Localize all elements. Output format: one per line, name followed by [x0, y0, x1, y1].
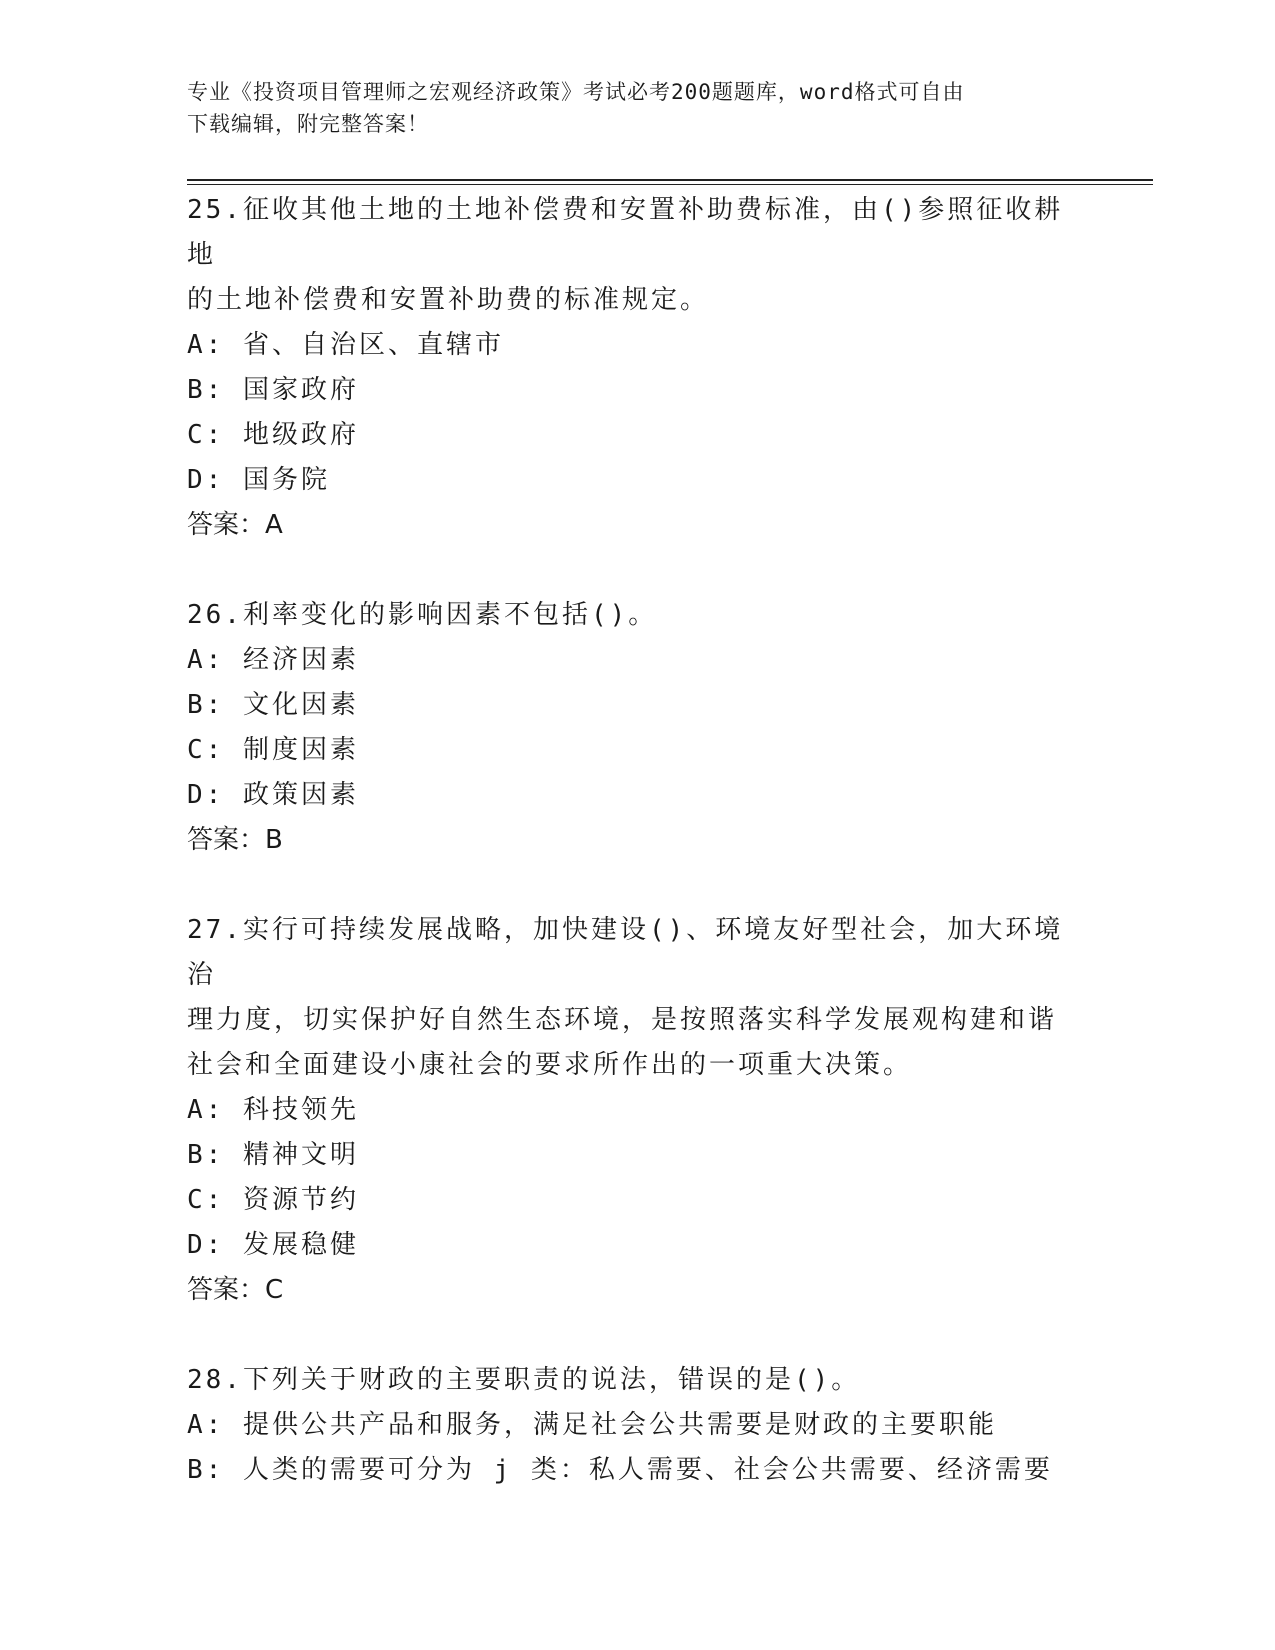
option-a: A: 省、自治区、直辖市 — [187, 330, 504, 360]
stem-line: 26.利率变化的影响因素不包括()。 — [187, 600, 658, 630]
question-list — [187, 188, 1087, 1493]
header-line-1: 专业《投资项目管理师之宏观经济政策》考试必考200题题库，word格式可自由 — [187, 80, 965, 104]
option-c: C: 地级政府 — [187, 420, 359, 450]
header-divider-thin — [187, 184, 1153, 185]
question-28 — [187, 1358, 1087, 1493]
stem-line: 社会和全面建设小康社会的要求所作出的一项重大决策。 — [187, 1050, 913, 1080]
stem-line: 理力度，切实保护好自然生态环境，是按照落实科学发展观构建和谐 — [187, 1005, 1058, 1035]
stem-line: 的土地补偿费和安置补助费的标准规定。 — [187, 285, 710, 315]
question-stem — [187, 188, 1087, 323]
stem-line: 28.下列关于财政的主要职责的说法，错误的是()。 — [187, 1365, 861, 1395]
spacer — [187, 863, 1087, 908]
header-divider-thick — [187, 179, 1153, 181]
question-26 — [187, 593, 1087, 863]
option-a: A: 科技领先 — [187, 1095, 359, 1125]
document-header — [187, 76, 1087, 140]
spacer — [187, 1313, 1087, 1358]
question-stem — [187, 593, 1087, 638]
option-b: B: 精神文明 — [187, 1140, 359, 1170]
option-d: D: 国务院 — [187, 465, 330, 495]
option-d: D: 政策因素 — [187, 780, 359, 810]
question-27 — [187, 908, 1087, 1313]
stem-line: 27.实行可持续发展战略，加快建设()、环境友好型社会，加大环境治 — [187, 915, 1064, 990]
option-b: B: 国家政府 — [187, 375, 359, 405]
answer-label: 答案：B — [187, 825, 283, 855]
option-b: B: 人类的需要可分为 j 类：私人需要、社会公共需要、经济需要 — [187, 1455, 1053, 1485]
option-b: B: 文化因素 — [187, 690, 359, 720]
option-a: A: 经济因素 — [187, 645, 359, 675]
question-stem — [187, 908, 1087, 1088]
question-stem — [187, 1358, 1087, 1403]
option-a: A: 提供公共产品和服务，满足社会公共需要是财政的主要职能 — [187, 1410, 997, 1440]
answer-label: 答案：A — [187, 510, 283, 540]
option-d: D: 发展稳健 — [187, 1230, 359, 1260]
answer-label: 答案：C — [187, 1275, 284, 1305]
question-25 — [187, 188, 1087, 548]
option-c: C: 制度因素 — [187, 735, 359, 765]
spacer — [187, 548, 1087, 593]
header-line-2: 下载编辑，附完整答案！ — [187, 112, 429, 136]
stem-line: 25.征收其他土地的土地补偿费和安置补助费标准，由()参照征收耕地 — [187, 195, 1064, 270]
option-c: C: 资源节约 — [187, 1185, 359, 1215]
